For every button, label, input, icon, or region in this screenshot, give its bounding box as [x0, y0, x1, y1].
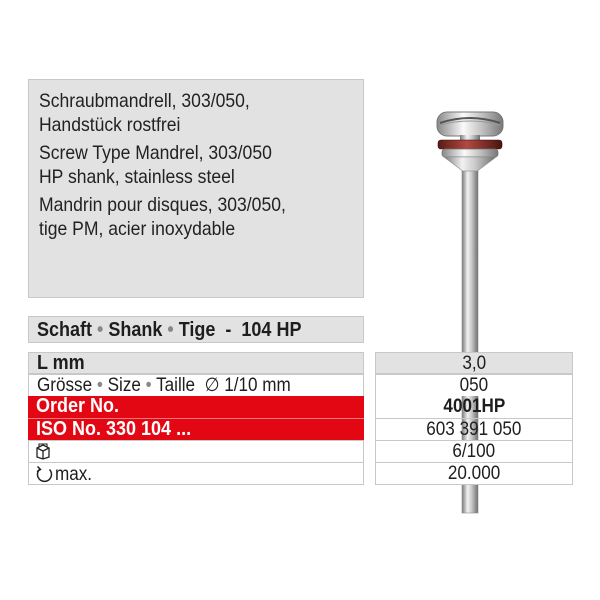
shank-label-de: Schaft — [37, 319, 93, 341]
order-value: 4001HP — [443, 396, 505, 417]
spec-label-cell — [28, 374, 364, 396]
shank-label-fr: Tige — [178, 319, 216, 341]
package-box-icon — [35, 442, 51, 460]
spec-value-cell — [375, 440, 573, 462]
spec-label-cell — [28, 418, 364, 440]
iso-value: 603 391 050 — [426, 419, 522, 440]
spec-label-cell — [28, 440, 364, 462]
description-line: HP shank, stainless steel — [39, 165, 235, 188]
separator-dot: • — [167, 319, 174, 341]
iso-label: ISO No. 330 104 ... — [36, 418, 192, 440]
size-label-de: Grösse — [37, 375, 93, 396]
spec-label-cell — [28, 352, 364, 374]
description-line: Mandrin pour disques, 303/050, — [39, 194, 286, 216]
spec-label-cell — [28, 396, 364, 418]
spec-row-order — [28, 396, 573, 418]
speed-label: max. — [55, 464, 93, 485]
description-french — [39, 194, 363, 241]
spec-row-iso — [28, 418, 573, 440]
description-english — [39, 142, 363, 189]
separator-dot: • — [96, 375, 103, 396]
size-label-fr: Taille — [156, 375, 196, 396]
shank-label-en: Shank — [108, 319, 163, 341]
length-label: L mm — [37, 352, 85, 374]
spec-label-cell — [28, 462, 364, 485]
order-label: Order No. — [36, 395, 120, 417]
speed-value: 20.000 — [447, 463, 501, 484]
size-unit: ∅ 1/10 mm — [204, 375, 291, 396]
spec-value-cell — [375, 396, 573, 418]
length-value: 3,0 — [462, 353, 486, 374]
description-line: Handstück rostfrei — [39, 113, 181, 136]
package-value: 6/100 — [452, 441, 496, 462]
separator-dot: • — [145, 375, 152, 396]
shank-title — [37, 319, 301, 342]
description-line: Screw Type Mandrel, 303/050 — [39, 142, 272, 164]
spec-row-speed — [28, 462, 573, 485]
spec-value-cell — [375, 418, 573, 440]
spec-value-cell — [375, 462, 573, 485]
product-description-panel — [28, 79, 364, 298]
spec-value-cell — [375, 374, 573, 396]
spec-value-cell — [375, 352, 573, 374]
description-german — [39, 90, 363, 137]
spec-row-length — [28, 352, 573, 374]
shank-header — [28, 316, 364, 343]
shank-dash: - — [225, 319, 232, 341]
separator-dot: • — [97, 319, 104, 341]
size-value: 050 — [459, 375, 489, 396]
description-line: tige PM, acier inoxydable — [39, 217, 236, 240]
spec-row-package — [28, 440, 573, 462]
spec-row-size — [28, 374, 573, 396]
size-label — [37, 375, 291, 396]
rotation-arrow-icon — [35, 464, 55, 484]
description-line: Schraubmandrell, 303/050, — [39, 90, 250, 112]
size-label-en: Size — [107, 375, 141, 396]
shank-value: 104 HP — [241, 319, 302, 341]
